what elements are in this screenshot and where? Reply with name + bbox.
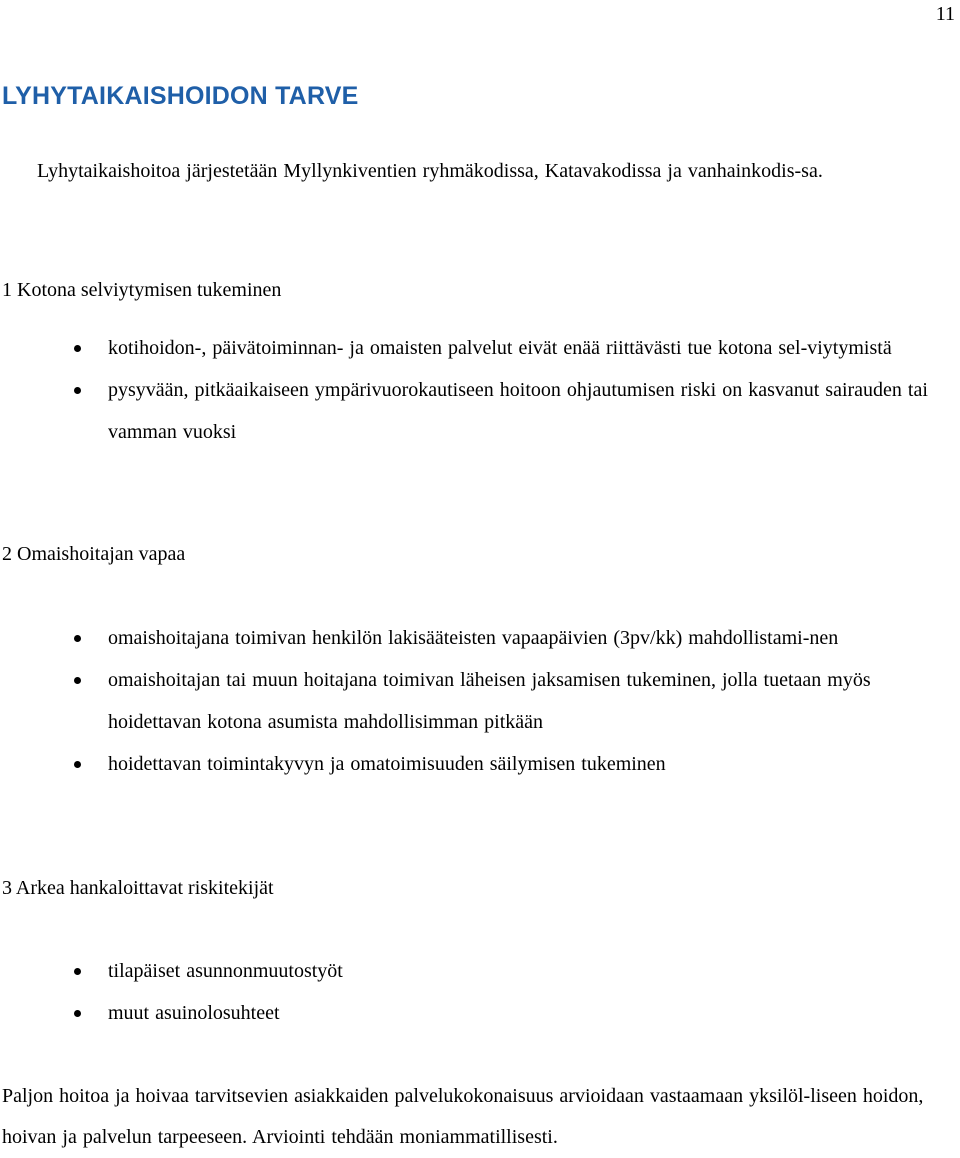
bullet-icon — [74, 968, 81, 975]
list-item: kotihoidon-, päivätoiminnan- ja omaisten palvelut eivät enää riittävästi tue kotona sel-viytymistä — [0, 327, 948, 369]
section-heading: LYHYTAIKAISHOIDON TARVE — [2, 82, 359, 110]
list-item: omaishoitajan tai muun hoitajana toimivan läheisen jaksamisen tukeminen, jolla tuetaan myös hoidettavan kotona asumista mahdollisimman pitkään — [0, 659, 948, 743]
bullet-icon — [74, 677, 81, 684]
page-number: 11 — [935, 3, 955, 25]
list-item: pysyvään, pitkäaikaiseen ympärivuorokautiseen hoitoon ohjautumisen riski on kasvanut sairauden tai vamman vuoksi — [0, 369, 948, 453]
section-2-list — [0, 617, 948, 785]
bullet-icon — [74, 761, 81, 768]
bullet-icon — [74, 635, 81, 642]
bullet-icon — [74, 1010, 81, 1017]
section-1-list — [0, 327, 948, 453]
list-item: tilapäiset asunnonmuutostyöt — [0, 950, 948, 992]
bullet-icon — [74, 345, 81, 352]
section-title-2: 2 Omaishoitajan vapaa — [2, 543, 186, 565]
closing-paragraph: Paljon hoitoa ja hoivaa tarvitsevien asiakkaiden palvelukokonaisuus arvioidaan vastaamaan yksilöl-liseen hoidon, hoivan ja palvelun tarpeeseen. Arviointi tehdään moniammatillisesti. — [2, 1085, 924, 1148]
section-3-list — [0, 950, 948, 1034]
list-item: hoidettavan toimintakyvyn ja omatoimisuuden säilymisen tukeminen — [0, 743, 948, 785]
section-title-1: 1 Kotona selviytymisen tukeminen — [2, 279, 282, 301]
list-item: omaishoitajana toimivan henkilön lakisääteisten vapaapäivien (3pv/kk) mahdollistami-nen — [0, 617, 948, 659]
intro-paragraph: Lyhytaikaishoitoa järjestetään Myllynkiventien ryhmäkodissa, Katavakodissa ja vanhainkodis-sa. — [37, 160, 823, 182]
section-title-3: 3 Arkea hankaloittavat riskitekijät — [2, 877, 274, 899]
bullet-icon — [74, 387, 81, 394]
list-item: muut asuinolosuhteet — [0, 992, 948, 1034]
